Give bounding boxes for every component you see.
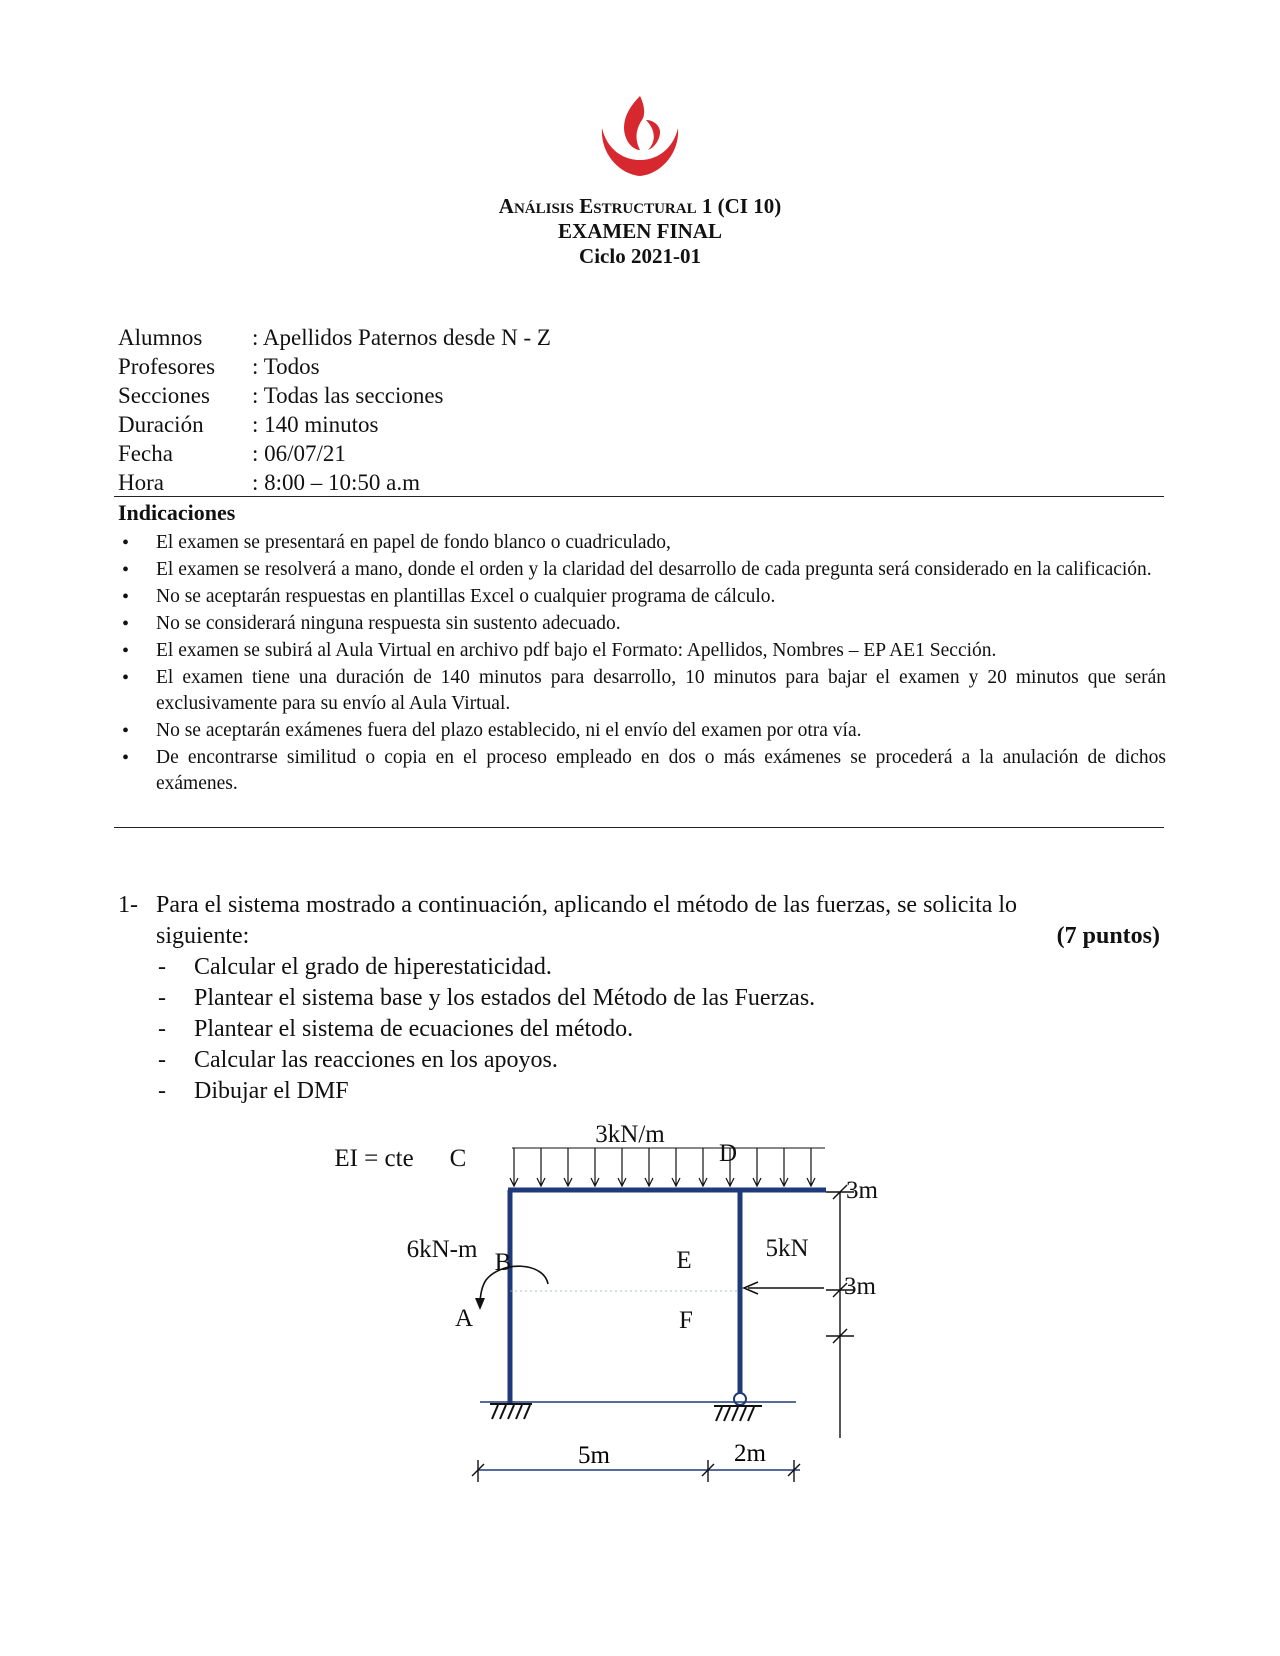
exam-cycle: Ciclo 2021-01 <box>579 244 701 268</box>
distributed-load-label: 3kN/m <box>595 1121 665 1148</box>
info-value: : 140 minutos <box>252 412 379 437</box>
info-label: Fecha <box>118 441 173 466</box>
list-item: - Plantear el sistema de ecuaciones del método. <box>156 1014 815 1045</box>
pin-support-f <box>734 1393 746 1405</box>
course-name: Análisis Estructural <box>498 194 697 218</box>
node-e-label: E <box>676 1247 692 1274</box>
node-a-label: A <box>454 1305 474 1332</box>
list-item: • El examen se resolverá a mano, donde el orden y la claridad del desarrollo de cada pregunta será considerado en la calificación. <box>118 557 1166 583</box>
span-dimension <box>470 1440 830 1490</box>
moment-arrow <box>480 1266 548 1306</box>
divider <box>114 827 1164 828</box>
info-label: Secciones <box>118 383 210 408</box>
dim-lower-label: 3m <box>844 1273 876 1300</box>
list-item: • De encontrarse similitud o copia en el proceso empleado en dos o más exámenes se procederá a la anulación de dichos exámenes. <box>118 745 1166 797</box>
node-b-label: B <box>494 1249 512 1276</box>
info-value: : Todos <box>252 354 320 379</box>
info-label: Alumnos <box>118 325 203 350</box>
exam-title: EXAMEN FINAL <box>558 219 722 243</box>
info-row <box>118 439 551 468</box>
exam-info <box>118 323 551 497</box>
info-label: Duración <box>118 412 204 437</box>
question-text-cont: siguiente: <box>156 923 250 949</box>
task-list <box>156 952 815 1107</box>
question-points: (7 puntos) <box>1056 923 1160 949</box>
list-item: • No se aceptarán exámenes fuera del plazo establecido, ni el envío del examen por otra vía. <box>118 718 1166 744</box>
list-item: • El examen se presentará en papel de fondo blanco o cuadriculado, <box>118 530 1166 556</box>
indications-list <box>118 530 1166 798</box>
list-item: - Plantear el sistema base y los estados del Método de las Fuerzas. <box>156 983 815 1014</box>
info-label: Profesores <box>118 354 216 379</box>
info-row <box>118 381 551 410</box>
info-label: Hora <box>118 470 164 495</box>
vertical-dimension <box>826 1185 854 1438</box>
distributed-load <box>510 1148 825 1186</box>
list-item: • El examen se subirá al Aula Virtual en archivo pdf bajo el Formato: Apellidos, Nombres – EP AE1 Sección. <box>118 638 1166 664</box>
moment-label: 6kN-m <box>406 1236 478 1263</box>
info-row <box>118 468 551 497</box>
info-value: : Todas las secciones <box>252 383 444 408</box>
university-logo <box>590 90 690 185</box>
point-load-label: 5kN <box>765 1235 809 1262</box>
frame <box>508 1190 826 1404</box>
ei-label: EI = cte <box>334 1145 414 1172</box>
info-row <box>118 323 551 352</box>
dim-span-label: 5m <box>578 1442 610 1469</box>
course-code: 1 (CI 10) <box>701 194 782 218</box>
moment-arrow-head <box>475 1298 485 1310</box>
info-row <box>118 352 551 381</box>
node-f-label: F <box>679 1307 693 1334</box>
indications-heading: Indicaciones <box>118 500 236 525</box>
course-title <box>0 194 1280 219</box>
node-d-label: D <box>718 1140 738 1167</box>
divider <box>114 496 1164 497</box>
list-item: • El examen tiene una duración de 140 minutos para desarrollo, 10 minutos para bajar el examen y 20 minutos que serán exclusivamente para su envío al Aula Virtual. <box>118 665 1166 717</box>
dim-upper-label: 3m <box>846 1177 878 1204</box>
question-text: Para el sistema mostrado a continuación, aplicando el método de las fuerzas, se solicita lo <box>156 892 1018 918</box>
ground-f <box>714 1406 762 1421</box>
list-item: - Calcular el grado de hiperestaticidad. <box>156 952 815 983</box>
list-item: • No se aceptarán respuestas en plantillas Excel o cualquier programa de cálculo. <box>118 584 1166 610</box>
list-item: - Dibujar el DMF <box>156 1076 815 1107</box>
fixed-support-a <box>490 1404 532 1419</box>
dim-overhang-label: 2m <box>734 1440 766 1467</box>
question-number: 1- <box>118 892 138 918</box>
info-value: : Apellidos Paternos desde N - Z <box>252 325 551 350</box>
node-c-label: C <box>449 1145 467 1172</box>
list-item: - Calcular las reacciones en los apoyos. <box>156 1045 815 1076</box>
list-item: • No se considerará ninguna respuesta sin sustento adecuado. <box>118 611 1166 637</box>
info-value: : 8:00 – 10:50 a.m <box>252 470 421 495</box>
info-value: : 06/07/21 <box>252 441 346 466</box>
info-row <box>118 410 551 439</box>
